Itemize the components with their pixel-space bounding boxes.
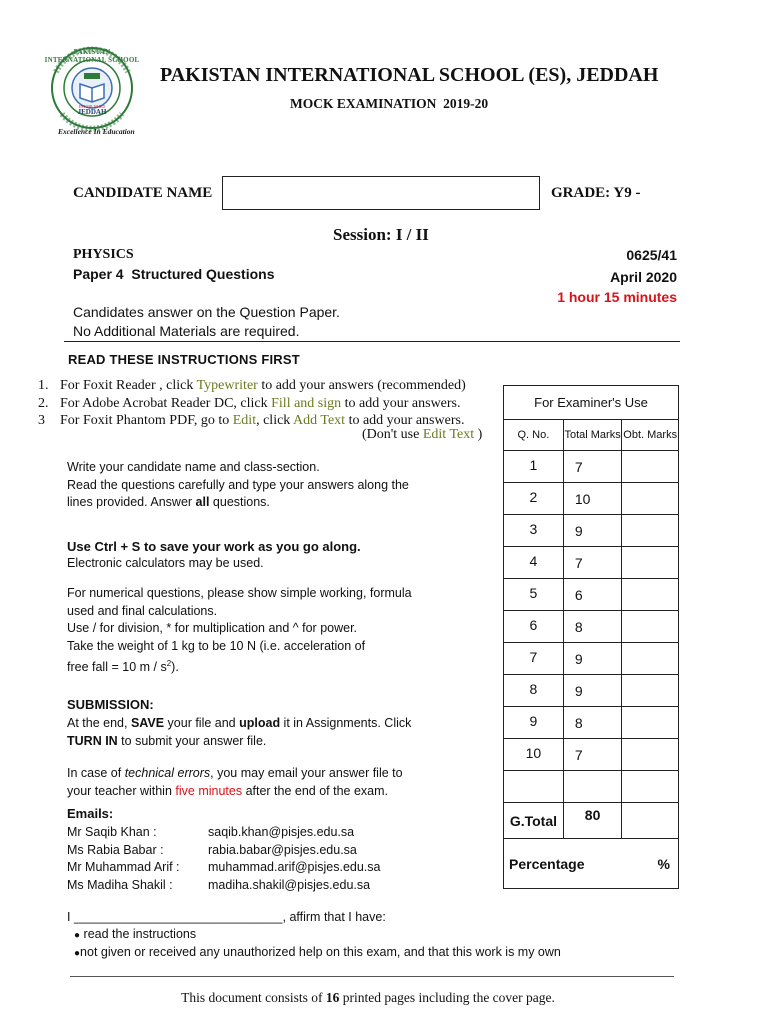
obtained-marks-cell[interactable] (622, 675, 679, 707)
edit-text-tool-name: Edit Text (422, 427, 475, 442)
page-count-note: This document consists of 16 printed pages including the cover page. (181, 990, 555, 1005)
school-name: PAKISTAN INTERNATIONAL SCHOOL (ES), JEDDAH (160, 64, 659, 86)
affirmation-line: I ______________________________, affirm that I have: (67, 910, 386, 924)
step-item: 3 For Foxit Phantom PDF, go to Edit, click Add Text to add your answers. (38, 413, 465, 428)
teacher-email[interactable]: madiha.shakil@pisjes.edu.sa (208, 877, 371, 892)
table-row: 7 9 (504, 643, 679, 675)
obtained-marks-cell[interactable] (622, 451, 679, 483)
grade-label: GRADE: Y9 - (551, 185, 641, 201)
table-row: 5 6 (504, 579, 679, 611)
table-row: 4 7 (504, 547, 679, 579)
table-row: 6 8 (504, 611, 679, 643)
table-row: 1 7 (504, 451, 679, 483)
header-divider (64, 341, 680, 342)
examiner-table (503, 385, 679, 889)
obtained-marks-cell[interactable] (622, 707, 679, 739)
email-addresses (208, 824, 381, 894)
teacher-email[interactable]: muhammad.arif@pisjes.edu.sa (208, 860, 381, 874)
affirmation-bullet: ● read the instructions (74, 927, 197, 941)
grand-total-label: G.Total (504, 803, 564, 839)
exam-title: MOCK EXAMINATION 2019-20 (290, 96, 489, 111)
session-label: Session: I / II (333, 225, 429, 244)
teacher-name: Mr Muhammad Arif : (67, 860, 180, 874)
logo-ring-text: PAKISTAN INTERNATIONAL SCHOOL (44, 48, 140, 64)
emails-heading: Emails: (67, 806, 114, 821)
percentage-label: Percentage (509, 855, 585, 872)
save-instruction: Use Ctrl + S to save your work as you go along. (67, 539, 361, 554)
subject-name: PHYSICS (73, 247, 134, 262)
logo-book-text: ESTABLISHED (78, 104, 106, 109)
table-row: 8 9 (504, 675, 679, 707)
exam-date: April 2020 (610, 269, 677, 285)
general-instructions: Write your candidate name and class-section. Read the questions carefully and type your answers along the lines provided. Answer all questions. (67, 460, 409, 509)
logo-inner-text: JEDDAH (77, 108, 107, 116)
submission-heading: SUBMISSION: (67, 697, 154, 712)
table-row: 9 8 (504, 707, 679, 739)
candidate-name-label: CANDIDATE NAME (73, 185, 213, 201)
obtained-marks-cell[interactable] (622, 611, 679, 643)
answer-location-note: Candidates answer on the Question Paper. (73, 304, 340, 320)
exam-duration: 1 hour 15 minutes (557, 289, 677, 305)
add-text-tool-name: Add Text (293, 413, 346, 428)
paper-title: Paper 4 Structured Questions (73, 266, 275, 282)
obtained-marks-cell[interactable] (622, 547, 679, 579)
fill-sign-tool-name: Fill and sign (271, 395, 342, 411)
table-row: 3 9 (504, 515, 679, 547)
materials-note: No Additional Materials are required. (73, 323, 300, 339)
step-item: 2. For Adobe Acrobat Reader DC, click Fill and sign to add your answers. (38, 395, 461, 411)
obtained-marks-cell[interactable] (622, 739, 679, 771)
obtained-marks-cell[interactable] (622, 483, 679, 515)
paper-code: 0625/41 (626, 247, 677, 263)
obtained-marks-cell[interactable] (622, 579, 679, 611)
calculator-note: Electronic calculators may be used. (67, 556, 264, 570)
step-note: (Don't use Edit Text ) (362, 427, 483, 442)
teacher-email[interactable]: saqib.khan@pisjes.edu.sa (208, 825, 355, 839)
logo-tagline: Excellence In Education (58, 127, 135, 136)
steps-list (38, 377, 466, 430)
affirmation-bullet: ●not given or received any unauthorized help on this exam, and that this work is my own (74, 945, 561, 959)
candidate-name-field[interactable] (222, 176, 540, 210)
table-row: 2 10 (504, 483, 679, 515)
grand-total-obtained[interactable] (622, 803, 679, 839)
col-header-obt: Obt. Marks (622, 420, 679, 451)
percentage-symbol: % (657, 856, 670, 872)
table-row: 10 7 (504, 739, 679, 771)
technical-error-note: In case of technical errors, you may email your answer file to your teacher within five minutes after the end of the exam. (67, 766, 403, 798)
teacher-name: Ms Rabia Babar : (67, 842, 164, 857)
teacher-email[interactable]: rabia.babar@pisjes.edu.sa (208, 842, 357, 857)
obtained-marks-cell[interactable] (622, 643, 679, 675)
examiner-table-title: For Examiner's Use (504, 386, 679, 420)
submission-instructions: At the end, SAVE your file and upload it in Assignments. Click TURN IN to submit your answer file. (67, 716, 412, 748)
typewriter-tool-name: Typewriter (196, 378, 258, 393)
teacher-name: Ms Madiha Shakil : (67, 877, 173, 892)
grand-total-value: 80 (563, 803, 622, 839)
teacher-name: Mr Saqib Khan : (67, 825, 157, 839)
obtained-marks-cell[interactable] (622, 515, 679, 547)
footer-divider (70, 976, 674, 977)
school-logo (44, 44, 140, 140)
col-header-qno: Q. No. (504, 420, 564, 451)
numerical-instructions: For numerical questions, please show simple working, formula used and final calculations. Use / for division, * for multiplication and ^ for power. Take the weight of 1 kg to be 10 N (i.e. acceleration of free fall = 10 m / $s^2$). (67, 586, 412, 675)
percentage-row[interactable] (504, 839, 679, 889)
affirmation-bullets (74, 926, 561, 962)
col-header-total: Total Marks (563, 420, 622, 451)
step-item: 1. For Foxit Reader , click Typewriter to add your answers (recommended) (38, 378, 466, 393)
edit-menu-name: Edit (232, 413, 257, 428)
email-names (67, 824, 180, 894)
instructions-heading: READ THESE INSTRUCTIONS FIRST (68, 352, 300, 367)
